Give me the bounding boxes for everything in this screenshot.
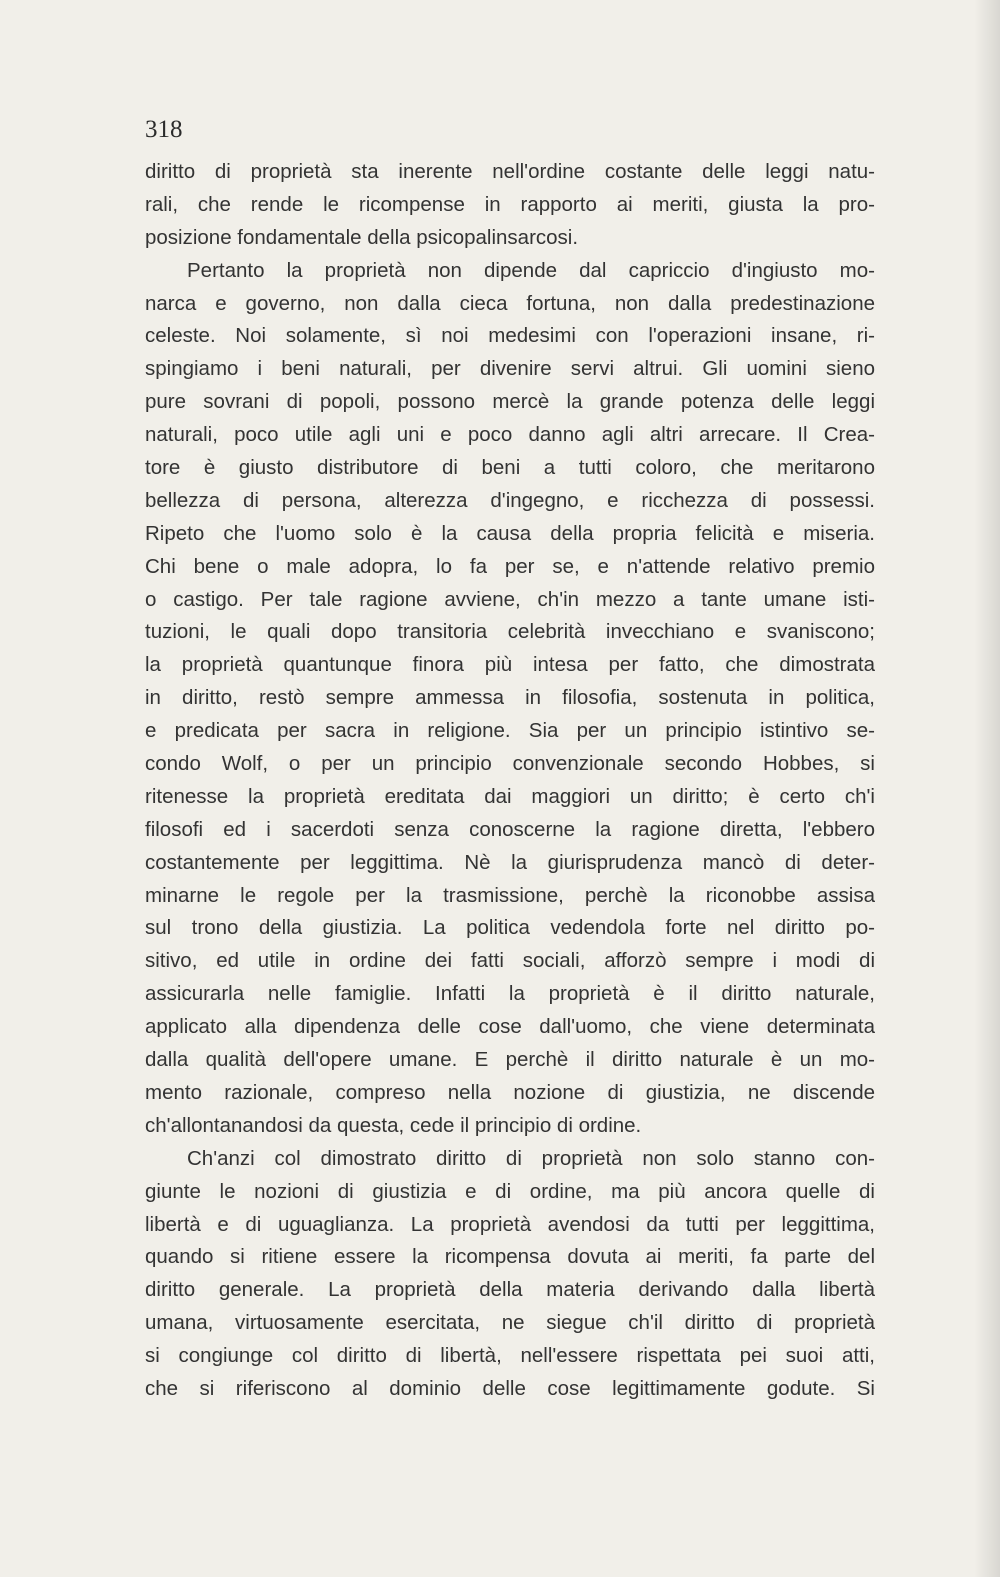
- text-line: quando si ritiene essere la ricompensa dovuta ai meriti, fa parte del: [145, 1245, 875, 1269]
- text-line: celeste. Noi solamente, sì noi medesimi con l'operazioni insane, ri-: [145, 324, 875, 348]
- text-line: che si riferiscono al dominio delle cose legittimamente godute. Si: [145, 1376, 875, 1400]
- text-line: o castigo. Per tale ragione avviene, ch'in mezzo a tante umane isti-: [145, 587, 875, 611]
- text-line: narca e governo, non dalla cieca fortuna, non dalla predestinazione: [145, 291, 875, 315]
- text-line: sul trono della giustizia. La politica vedendola forte nel diritto po-: [145, 916, 875, 940]
- text-line: Pertanto la proprietà non dipende dal capriccio d'ingiusto mo-: [187, 258, 875, 282]
- text-line: spingiamo i beni naturali, per divenire servi altrui. Gli uomini sieno: [145, 357, 875, 381]
- text-line: rali, che rende le ricompense in rapporto ai meriti, giusta la pro-: [145, 192, 875, 216]
- text-line: pure sovrani di popoli, possono mercè la grande potenza delle leggi: [145, 390, 875, 414]
- text-line: diritto generale. La proprietà della materia derivando dalla libertà: [145, 1278, 875, 1302]
- body-text: [145, 156, 875, 1406]
- text-line: giunte le nozioni di giustizia e di ordine, ma più ancora quelle di: [145, 1179, 875, 1203]
- text-line: minarne le regole per la trasmissione, perchè la riconobbe assisa: [145, 883, 875, 907]
- text-line: ritenesse la proprietà ereditata dai maggiori un diritto; è certo ch'i: [145, 784, 875, 808]
- text-line: Ch'anzi col dimostrato diritto di proprietà non solo stanno con-: [187, 1146, 875, 1170]
- text-line: umana, virtuosamente esercitata, ne siegue ch'il diritto di proprietà: [145, 1311, 875, 1335]
- text-line: tuzioni, le quali dopo transitoria celebrità invecchiano e svaniscono;: [145, 620, 875, 644]
- text-line: in diritto, restò sempre ammessa in filosofia, sostenuta in politica,: [145, 686, 875, 710]
- text-line: sitivo, ed utile in ordine dei fatti sociali, afforzò sempre i modi di: [145, 949, 875, 973]
- text-line: e predicata per sacra in religione. Sia per un principio istintivo se-: [145, 719, 875, 743]
- text-line: libertà e di uguaglianza. La proprietà avendosi da tutti per leggittima,: [145, 1212, 875, 1236]
- text-line: posizione fondamentale della psicopalinsarcosi.: [145, 225, 579, 249]
- text-line: tore è giusto distributore di beni a tutti coloro, che meritarono: [145, 456, 875, 480]
- text-line: condo Wolf, o per un principio convenzionale secondo Hobbes, si: [145, 752, 875, 776]
- text-line: filosofi ed i sacerdoti senza conoscerne la ragione diretta, l'ebbero: [145, 817, 875, 841]
- text-line: mento razionale, compreso nella nozione di giustizia, ne discende: [145, 1080, 875, 1104]
- text-line: assicurarla nelle famiglie. Infatti la proprietà è il diritto naturale,: [145, 982, 875, 1006]
- text-line: si congiunge col diritto di libertà, nell'essere rispettata pei suoi atti,: [145, 1344, 875, 1368]
- text-line: Chi bene o male adopra, lo fa per se, e n'attende relativo premio: [145, 554, 875, 578]
- text-line: ch'allontanandosi da questa, cede il principio di ordine.: [145, 1113, 642, 1137]
- text-line: naturali, poco utile agli uni e poco danno agli altri arrecare. Il Crea-: [145, 423, 875, 447]
- text-line: la proprietà quantunque finora più intesa per fatto, che dimostrata: [145, 653, 875, 677]
- page-edge-shadow: [974, 0, 1000, 1577]
- page-number: 318: [145, 116, 183, 143]
- text-line: applicato alla dipendenza delle cose dall'uomo, che viene determinata: [145, 1015, 875, 1039]
- text-line: dalla qualità dell'opere umane. E perchè il diritto naturale è un mo-: [145, 1048, 875, 1072]
- text-line: bellezza di persona, alterezza d'ingegno, e ricchezza di possessi.: [145, 488, 875, 512]
- text-line: Ripeto che l'uomo solo è la causa della propria felicità e miseria.: [145, 521, 875, 545]
- text-line: diritto di proprietà sta inerente nell'ordine costante delle leggi natu-: [145, 160, 875, 183]
- text-line: costantemente per leggittima. Nè la giurisprudenza mancò di deter-: [145, 850, 875, 874]
